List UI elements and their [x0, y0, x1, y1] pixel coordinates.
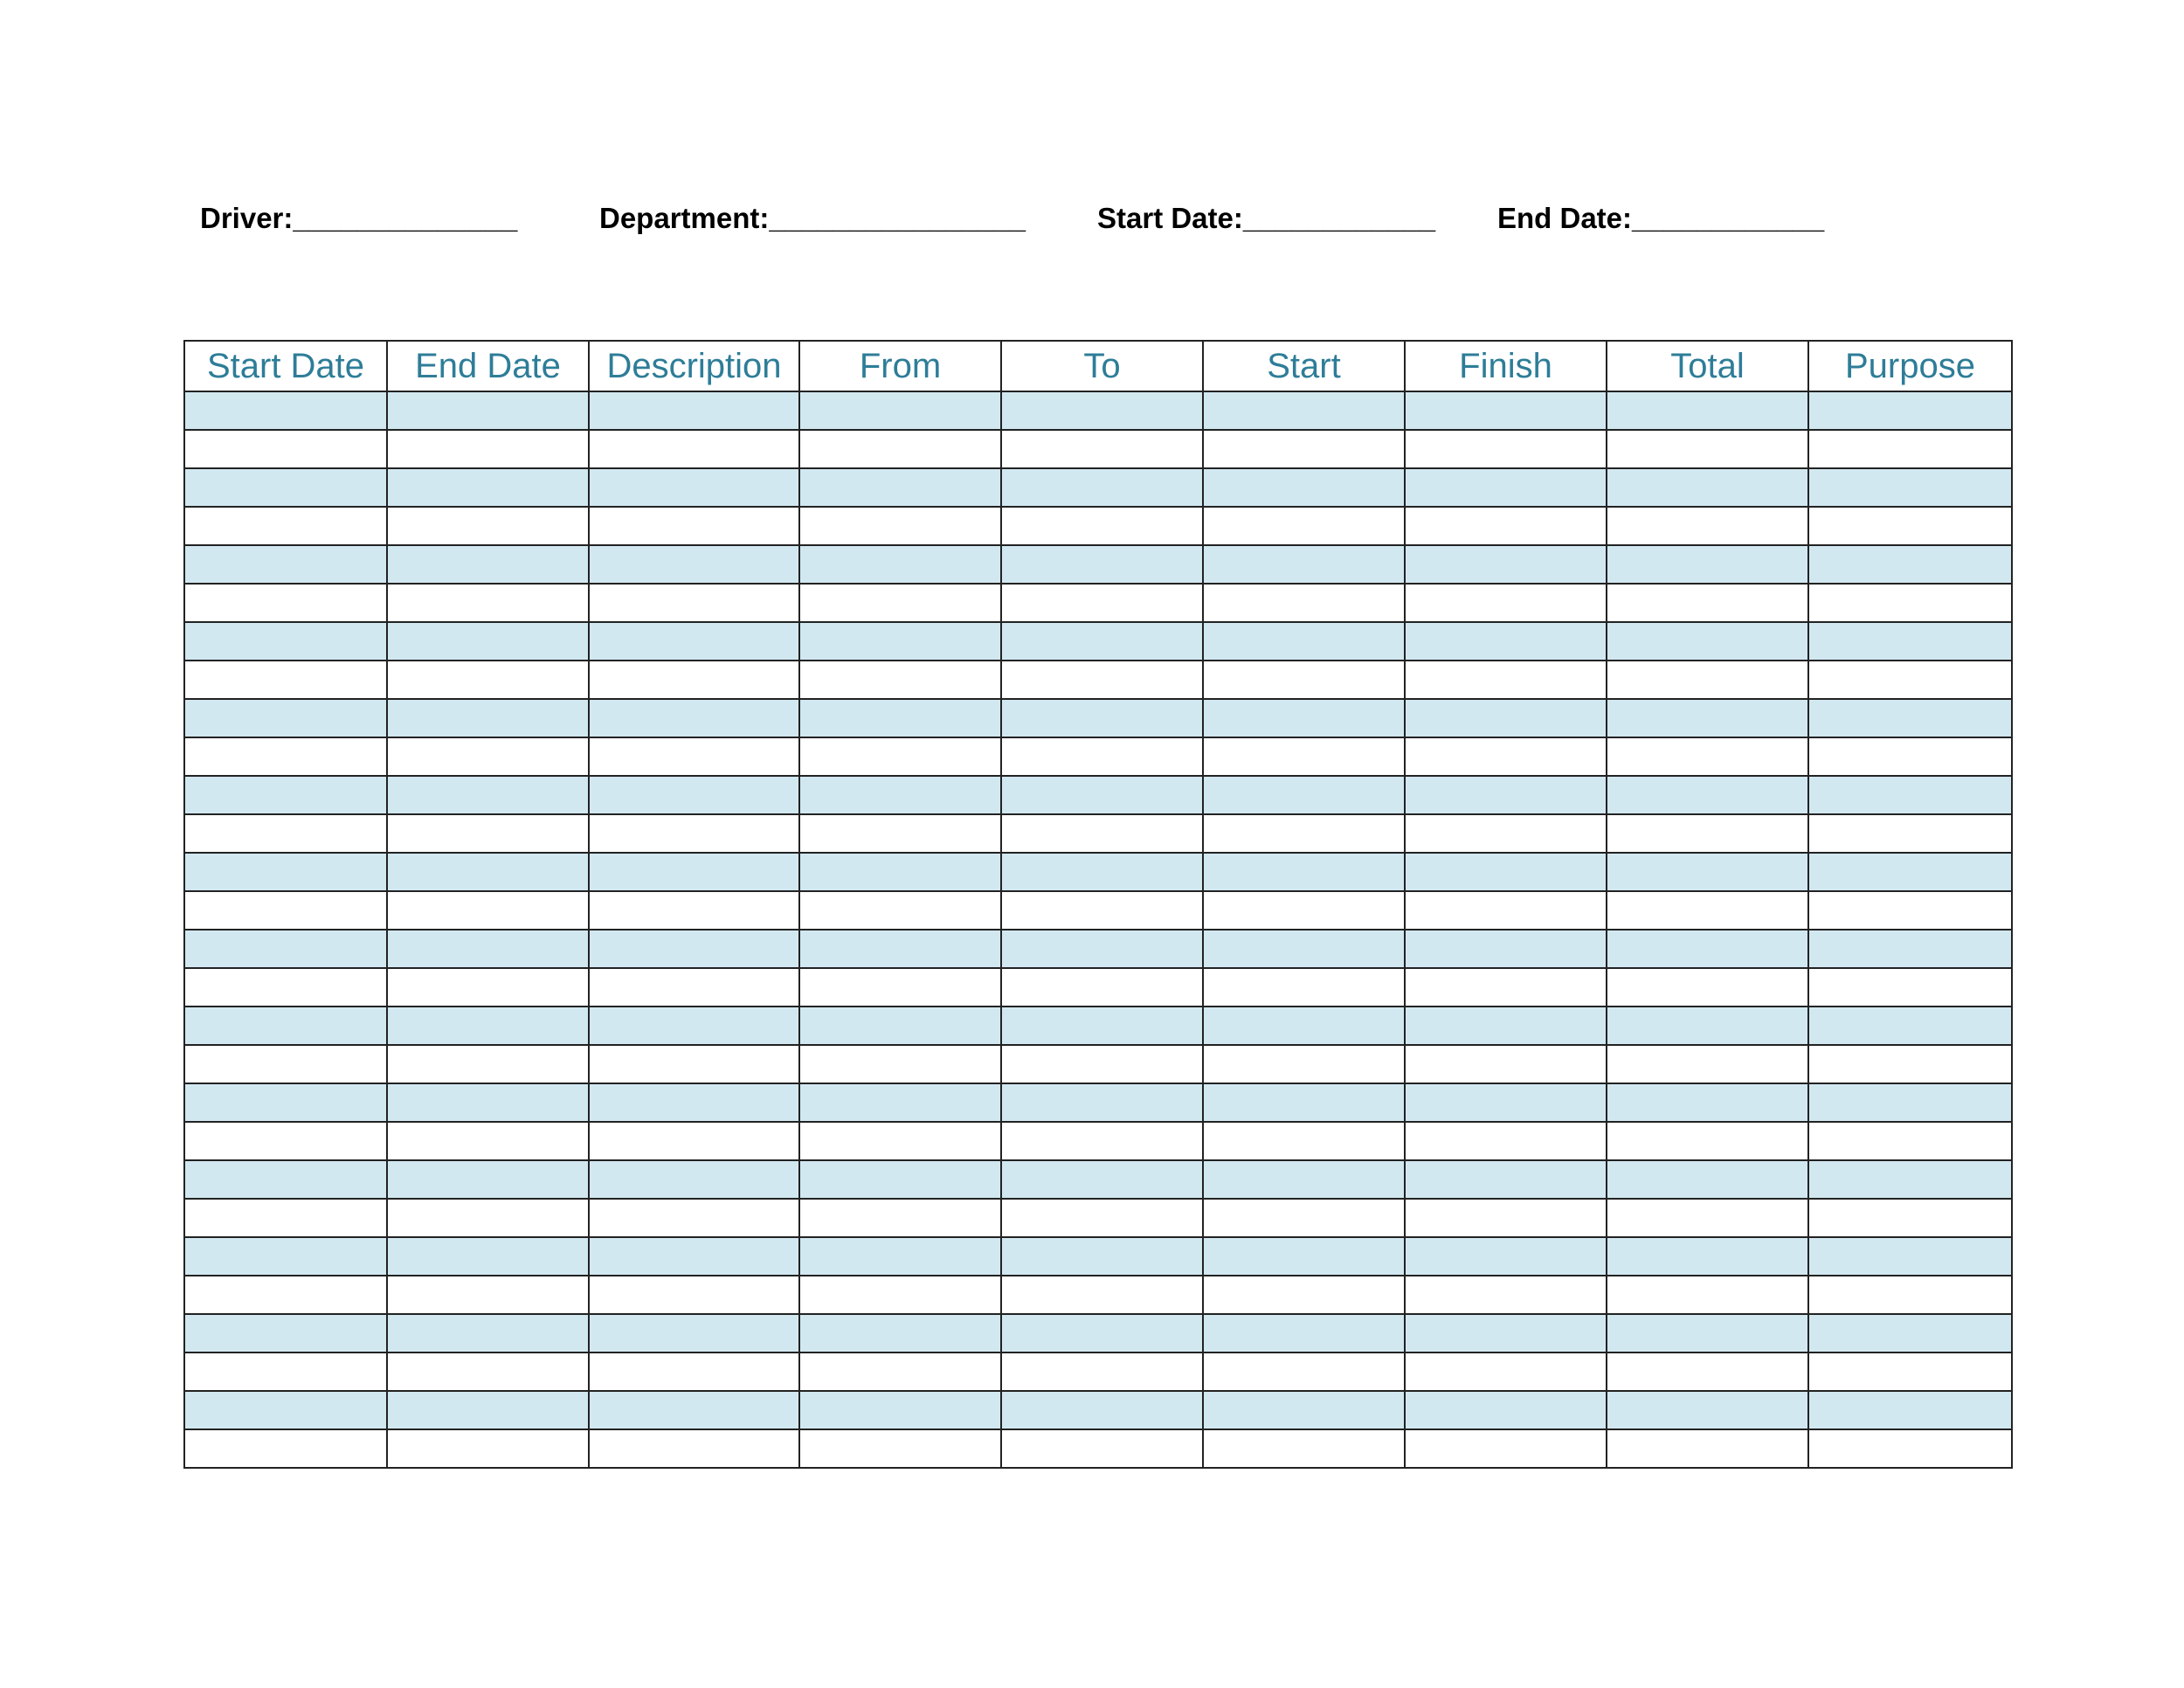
- table-cell-description[interactable]: [589, 737, 799, 776]
- table-cell-total[interactable]: [1607, 584, 1808, 622]
- table-cell-start[interactable]: [1203, 930, 1405, 968]
- table-cell-purpose[interactable]: [1808, 1352, 2012, 1391]
- table-cell-from[interactable]: [799, 1276, 1001, 1314]
- table-cell-to[interactable]: [1001, 1276, 1203, 1314]
- table-cell-end-date[interactable]: [387, 1122, 589, 1160]
- table-cell-start[interactable]: [1203, 430, 1405, 468]
- table-cell-from[interactable]: [799, 776, 1001, 814]
- table-cell-to[interactable]: [1001, 1122, 1203, 1160]
- table-row: [184, 507, 2012, 545]
- table-cell-end-date[interactable]: [387, 622, 589, 661]
- table-cell-purpose[interactable]: [1808, 1199, 2012, 1237]
- table-cell-description[interactable]: [589, 1007, 799, 1045]
- table-cell-purpose[interactable]: [1808, 430, 2012, 468]
- table-cell-finish[interactable]: [1405, 814, 1607, 853]
- table-cell-from[interactable]: [799, 1429, 1001, 1468]
- table-cell-from[interactable]: [799, 1199, 1001, 1237]
- table-cell-start-date[interactable]: [184, 1276, 387, 1314]
- table-cell-start-date[interactable]: [184, 1237, 387, 1276]
- table-cell-total[interactable]: [1607, 1045, 1808, 1083]
- table-row: [184, 1122, 2012, 1160]
- table-cell-description[interactable]: [589, 584, 799, 622]
- table-cell-start[interactable]: [1203, 814, 1405, 853]
- table-cell-purpose[interactable]: [1808, 622, 2012, 661]
- table-cell-end-date[interactable]: [387, 391, 589, 430]
- table-cell-start[interactable]: [1203, 1122, 1405, 1160]
- table-cell-start-date[interactable]: [184, 545, 387, 584]
- table-cell-to[interactable]: [1001, 622, 1203, 661]
- table-cell-to[interactable]: [1001, 737, 1203, 776]
- table-cell-start-date[interactable]: [184, 391, 387, 430]
- table-cell-start[interactable]: [1203, 622, 1405, 661]
- table-cell-total[interactable]: [1607, 622, 1808, 661]
- table-cell-start-date[interactable]: [184, 1083, 387, 1122]
- table-cell-end-date[interactable]: [387, 545, 589, 584]
- table-cell-start-date[interactable]: [184, 737, 387, 776]
- table-cell-start[interactable]: [1203, 1276, 1405, 1314]
- table-cell-total[interactable]: [1607, 968, 1808, 1007]
- table-cell-finish[interactable]: [1405, 853, 1607, 891]
- table-cell-from[interactable]: [799, 661, 1001, 699]
- table-cell-total[interactable]: [1607, 1429, 1808, 1468]
- table-cell-description[interactable]: [589, 1276, 799, 1314]
- column-header-end-date: End Date: [387, 341, 589, 391]
- table-cell-to[interactable]: [1001, 1083, 1203, 1122]
- table-cell-start[interactable]: [1203, 1083, 1405, 1122]
- table-cell-from[interactable]: [799, 1391, 1001, 1429]
- table-cell-total[interactable]: [1607, 853, 1808, 891]
- table-cell-start-date[interactable]: [184, 584, 387, 622]
- table-cell-finish[interactable]: [1405, 1045, 1607, 1083]
- table-cell-end-date[interactable]: [387, 661, 589, 699]
- table-cell-end-date[interactable]: [387, 891, 589, 930]
- table-cell-end-date[interactable]: [387, 776, 589, 814]
- table-cell-to[interactable]: [1001, 1352, 1203, 1391]
- table-cell-end-date[interactable]: [387, 430, 589, 468]
- table-cell-finish[interactable]: [1405, 1276, 1607, 1314]
- table-cell-purpose[interactable]: [1808, 1391, 2012, 1429]
- table-cell-finish[interactable]: [1405, 891, 1607, 930]
- table-cell-start[interactable]: [1203, 1429, 1405, 1468]
- table-row: [184, 1160, 2012, 1199]
- table-cell-from[interactable]: [799, 853, 1001, 891]
- table-row: [184, 1007, 2012, 1045]
- table-row: [184, 930, 2012, 968]
- table-cell-finish[interactable]: [1405, 391, 1607, 430]
- table-cell-from[interactable]: [799, 1352, 1001, 1391]
- table-cell-to[interactable]: [1001, 584, 1203, 622]
- column-header-start-date: Start Date: [184, 341, 387, 391]
- table-row: [184, 1391, 2012, 1429]
- table-cell-purpose[interactable]: [1808, 1276, 2012, 1314]
- table-cell-description[interactable]: [589, 1083, 799, 1122]
- table-cell-to[interactable]: [1001, 1160, 1203, 1199]
- table-cell-start[interactable]: [1203, 1237, 1405, 1276]
- table-cell-start-date[interactable]: [184, 1160, 387, 1199]
- table-cell-finish[interactable]: [1405, 1314, 1607, 1352]
- table-cell-start-date[interactable]: [184, 1045, 387, 1083]
- table-cell-from[interactable]: [799, 968, 1001, 1007]
- table-cell-total[interactable]: [1607, 1083, 1808, 1122]
- table-cell-to[interactable]: [1001, 1199, 1203, 1237]
- table-row: [184, 545, 2012, 584]
- table-cell-total[interactable]: [1607, 1276, 1808, 1314]
- table-cell-finish[interactable]: [1405, 1352, 1607, 1391]
- table-cell-from[interactable]: [799, 891, 1001, 930]
- table-cell-total[interactable]: [1607, 661, 1808, 699]
- table-cell-purpose[interactable]: [1808, 891, 2012, 930]
- table-row: [184, 1045, 2012, 1083]
- table-cell-purpose[interactable]: [1808, 545, 2012, 584]
- table-cell-start[interactable]: [1203, 391, 1405, 430]
- column-header-total: Total: [1607, 341, 1808, 391]
- table-cell-end-date[interactable]: [387, 584, 589, 622]
- mileage-log-table: [183, 340, 2013, 1469]
- table-cell-from[interactable]: [799, 1083, 1001, 1122]
- table-cell-start-date[interactable]: [184, 468, 387, 507]
- table-row: [184, 661, 2012, 699]
- table-cell-purpose[interactable]: [1808, 968, 2012, 1007]
- table-cell-start[interactable]: [1203, 1352, 1405, 1391]
- table-cell-total[interactable]: [1607, 737, 1808, 776]
- table-row: [184, 1276, 2012, 1314]
- table-cell-start[interactable]: [1203, 468, 1405, 507]
- table-cell-to[interactable]: [1001, 661, 1203, 699]
- table-cell-start[interactable]: [1203, 891, 1405, 930]
- table-cell-finish[interactable]: [1405, 622, 1607, 661]
- column-header-description: Description: [589, 341, 799, 391]
- table-cell-from[interactable]: [799, 1160, 1001, 1199]
- table-cell-finish[interactable]: [1405, 1122, 1607, 1160]
- table-cell-end-date[interactable]: [387, 1007, 589, 1045]
- table-cell-from[interactable]: [799, 507, 1001, 545]
- table-cell-start-date[interactable]: [184, 891, 387, 930]
- table-cell-description[interactable]: [589, 1429, 799, 1468]
- table-cell-to[interactable]: [1001, 1429, 1203, 1468]
- table-cell-total[interactable]: [1607, 1391, 1808, 1429]
- table-row: [184, 584, 2012, 622]
- table-cell-start[interactable]: [1203, 584, 1405, 622]
- table-cell-finish[interactable]: [1405, 430, 1607, 468]
- table-cell-start-date[interactable]: [184, 1391, 387, 1429]
- table-cell-purpose[interactable]: [1808, 468, 2012, 507]
- table-row: [184, 1083, 2012, 1122]
- table-cell-from[interactable]: [799, 930, 1001, 968]
- column-header-start: Start: [1203, 341, 1405, 391]
- table-cell-from[interactable]: [799, 699, 1001, 737]
- table-cell-description[interactable]: [589, 968, 799, 1007]
- table-cell-total[interactable]: [1607, 1199, 1808, 1237]
- table-cell-start[interactable]: [1203, 737, 1405, 776]
- table-cell-start-date[interactable]: [184, 1122, 387, 1160]
- table-cell-from[interactable]: [799, 1314, 1001, 1352]
- table-cell-total[interactable]: [1607, 891, 1808, 930]
- table-cell-purpose[interactable]: [1808, 930, 2012, 968]
- table-cell-purpose[interactable]: [1808, 814, 2012, 853]
- table-cell-purpose[interactable]: [1808, 507, 2012, 545]
- table-header-row: [184, 341, 2012, 391]
- table-cell-start-date[interactable]: [184, 1199, 387, 1237]
- table-cell-finish[interactable]: [1405, 776, 1607, 814]
- table-cell-purpose[interactable]: [1808, 1083, 2012, 1122]
- table-cell-description[interactable]: [589, 1160, 799, 1199]
- table-cell-total[interactable]: [1607, 545, 1808, 584]
- table-row: [184, 1237, 2012, 1276]
- table-cell-purpose[interactable]: [1808, 853, 2012, 891]
- table-cell-from[interactable]: [799, 737, 1001, 776]
- table-cell-end-date[interactable]: [387, 699, 589, 737]
- table-cell-to[interactable]: [1001, 776, 1203, 814]
- table-cell-end-date[interactable]: [387, 1160, 589, 1199]
- column-header-from: From: [799, 341, 1001, 391]
- table-cell-finish[interactable]: [1405, 1391, 1607, 1429]
- table-cell-description[interactable]: [589, 430, 799, 468]
- table-cell-start-date[interactable]: [184, 430, 387, 468]
- table-cell-start-date[interactable]: [184, 1352, 387, 1391]
- table-row: [184, 968, 2012, 1007]
- table-cell-start[interactable]: [1203, 968, 1405, 1007]
- table-cell-start-date[interactable]: [184, 814, 387, 853]
- table-cell-total[interactable]: [1607, 699, 1808, 737]
- table-cell-total[interactable]: [1607, 1007, 1808, 1045]
- table-cell-purpose[interactable]: [1808, 391, 2012, 430]
- table-cell-start[interactable]: [1203, 1007, 1405, 1045]
- table-cell-to[interactable]: [1001, 699, 1203, 737]
- table-cell-finish[interactable]: [1405, 1007, 1607, 1045]
- table-cell-to[interactable]: [1001, 468, 1203, 507]
- table-cell-start[interactable]: [1203, 776, 1405, 814]
- table-cell-finish[interactable]: [1405, 1237, 1607, 1276]
- table-cell-total[interactable]: [1607, 1352, 1808, 1391]
- column-header-finish: Finish: [1405, 341, 1607, 391]
- table-cell-total[interactable]: [1607, 776, 1808, 814]
- table-cell-finish[interactable]: [1405, 1160, 1607, 1199]
- table-cell-end-date[interactable]: [387, 968, 589, 1007]
- table-row: [184, 391, 2012, 430]
- table-cell-purpose[interactable]: [1808, 776, 2012, 814]
- table-cell-purpose[interactable]: [1808, 1314, 2012, 1352]
- table-cell-start-date[interactable]: [184, 930, 387, 968]
- table-cell-purpose[interactable]: [1808, 1160, 2012, 1199]
- table-cell-description[interactable]: [589, 661, 799, 699]
- table-cell-finish[interactable]: [1405, 661, 1607, 699]
- table-row: [184, 1429, 2012, 1468]
- table-cell-purpose[interactable]: [1808, 584, 2012, 622]
- table-cell-description[interactable]: [589, 1199, 799, 1237]
- table-cell-end-date[interactable]: [387, 930, 589, 968]
- table-cell-start[interactable]: [1203, 507, 1405, 545]
- header-fields: [0, 199, 2184, 243]
- table-cell-from[interactable]: [799, 1122, 1001, 1160]
- table-cell-description[interactable]: [589, 699, 799, 737]
- table-cell-description[interactable]: [589, 1314, 799, 1352]
- table-cell-from[interactable]: [799, 1237, 1001, 1276]
- table-cell-end-date[interactable]: [387, 1083, 589, 1122]
- table-cell-total[interactable]: [1607, 1237, 1808, 1276]
- table-cell-total[interactable]: [1607, 468, 1808, 507]
- table-cell-finish[interactable]: [1405, 1429, 1607, 1468]
- table-cell-start-date[interactable]: [184, 1007, 387, 1045]
- table-cell-from[interactable]: [799, 545, 1001, 584]
- table-row: [184, 776, 2012, 814]
- table-cell-finish[interactable]: [1405, 1199, 1607, 1237]
- end-date-field[interactable]: End Date:____________: [1497, 202, 1825, 234]
- table-row: [184, 1199, 2012, 1237]
- table-cell-end-date[interactable]: [387, 1045, 589, 1083]
- table-cell-description[interactable]: [589, 930, 799, 968]
- table-cell-end-date[interactable]: [387, 814, 589, 853]
- table-cell-end-date[interactable]: [387, 853, 589, 891]
- table-cell-end-date[interactable]: [387, 737, 589, 776]
- table-row: [184, 1352, 2012, 1391]
- table-cell-end-date[interactable]: [387, 1391, 589, 1429]
- table-cell-total[interactable]: [1607, 1314, 1808, 1352]
- table-cell-purpose[interactable]: [1808, 661, 2012, 699]
- table-cell-start[interactable]: [1203, 699, 1405, 737]
- driver-field[interactable]: Driver:______________: [200, 202, 518, 234]
- table-cell-total[interactable]: [1607, 930, 1808, 968]
- table-cell-start[interactable]: [1203, 853, 1405, 891]
- table-cell-end-date[interactable]: [387, 1276, 589, 1314]
- table-row: [184, 853, 2012, 891]
- table-cell-description[interactable]: [589, 814, 799, 853]
- table-cell-end-date[interactable]: [387, 1237, 589, 1276]
- table-cell-purpose[interactable]: [1808, 1122, 2012, 1160]
- table-cell-finish[interactable]: [1405, 507, 1607, 545]
- table-cell-total[interactable]: [1607, 507, 1808, 545]
- table-cell-to[interactable]: [1001, 853, 1203, 891]
- table-cell-total[interactable]: [1607, 1122, 1808, 1160]
- table-cell-total[interactable]: [1607, 1160, 1808, 1199]
- table-cell-description[interactable]: [589, 776, 799, 814]
- table-cell-end-date[interactable]: [387, 1429, 589, 1468]
- table-row: [184, 622, 2012, 661]
- table-cell-to[interactable]: [1001, 1391, 1203, 1429]
- table-row: [184, 814, 2012, 853]
- table-cell-to[interactable]: [1001, 391, 1203, 430]
- table-cell-from[interactable]: [799, 430, 1001, 468]
- table-cell-from[interactable]: [799, 814, 1001, 853]
- table-cell-description[interactable]: [589, 1122, 799, 1160]
- table-cell-start-date[interactable]: [184, 853, 387, 891]
- table-cell-from[interactable]: [799, 1007, 1001, 1045]
- table-cell-start-date[interactable]: [184, 699, 387, 737]
- column-header-to: To: [1001, 341, 1203, 391]
- table-row: [184, 737, 2012, 776]
- table-cell-description[interactable]: [589, 853, 799, 891]
- table-cell-to[interactable]: [1001, 1237, 1203, 1276]
- table-cell-finish[interactable]: [1405, 584, 1607, 622]
- table-cell-start[interactable]: [1203, 1391, 1405, 1429]
- table-cell-to[interactable]: [1001, 1045, 1203, 1083]
- table-cell-finish[interactable]: [1405, 545, 1607, 584]
- table-row: [184, 1314, 2012, 1352]
- table-cell-from[interactable]: [799, 584, 1001, 622]
- table-cell-to[interactable]: [1001, 930, 1203, 968]
- table-cell-start[interactable]: [1203, 1199, 1405, 1237]
- table-cell-start-date[interactable]: [184, 507, 387, 545]
- table-cell-to[interactable]: [1001, 891, 1203, 930]
- table-cell-description[interactable]: [589, 1352, 799, 1391]
- table-cell-end-date[interactable]: [387, 1314, 589, 1352]
- table-cell-end-date[interactable]: [387, 1352, 589, 1391]
- table-cell-end-date[interactable]: [387, 507, 589, 545]
- table-cell-total[interactable]: [1607, 391, 1808, 430]
- table-cell-to[interactable]: [1001, 545, 1203, 584]
- table-cell-to[interactable]: [1001, 1007, 1203, 1045]
- table-cell-start[interactable]: [1203, 1314, 1405, 1352]
- table-cell-description[interactable]: [589, 391, 799, 430]
- table-row: [184, 430, 2012, 468]
- table-cell-purpose[interactable]: [1808, 1007, 2012, 1045]
- table-cell-start-date[interactable]: [184, 622, 387, 661]
- table-cell-description[interactable]: [589, 468, 799, 507]
- table-cell-description[interactable]: [589, 1237, 799, 1276]
- table-cell-purpose[interactable]: [1808, 1429, 2012, 1468]
- start-date-field[interactable]: Start Date:____________: [1097, 202, 1436, 234]
- table-cell-total[interactable]: [1607, 430, 1808, 468]
- table-cell-to[interactable]: [1001, 507, 1203, 545]
- table-cell-from[interactable]: [799, 468, 1001, 507]
- table-cell-total[interactable]: [1607, 814, 1808, 853]
- table-cell-start[interactable]: [1203, 1045, 1405, 1083]
- department-field[interactable]: Department:________________: [599, 202, 1026, 234]
- table-row: [184, 699, 2012, 737]
- table-cell-start[interactable]: [1203, 661, 1405, 699]
- table-cell-to[interactable]: [1001, 1314, 1203, 1352]
- table-cell-from[interactable]: [799, 1045, 1001, 1083]
- table-cell-finish[interactable]: [1405, 699, 1607, 737]
- table-cell-from[interactable]: [799, 622, 1001, 661]
- table-cell-to[interactable]: [1001, 430, 1203, 468]
- table-cell-to[interactable]: [1001, 814, 1203, 853]
- table-row: [184, 468, 2012, 507]
- table-cell-start[interactable]: [1203, 1160, 1405, 1199]
- table-cell-description[interactable]: [589, 1391, 799, 1429]
- table-cell-from[interactable]: [799, 391, 1001, 430]
- table-cell-start-date[interactable]: [184, 661, 387, 699]
- table-cell-description[interactable]: [589, 507, 799, 545]
- table-cell-start-date[interactable]: [184, 1429, 387, 1468]
- table-cell-finish[interactable]: [1405, 468, 1607, 507]
- table-cell-purpose[interactable]: [1808, 1237, 2012, 1276]
- table-body: [184, 391, 2012, 1468]
- table-cell-purpose[interactable]: [1808, 1045, 2012, 1083]
- table-cell-purpose[interactable]: [1808, 737, 2012, 776]
- table-cell-start-date[interactable]: [184, 776, 387, 814]
- table-cell-description[interactable]: [589, 1045, 799, 1083]
- table-cell-start[interactable]: [1203, 545, 1405, 584]
- table-cell-finish[interactable]: [1405, 968, 1607, 1007]
- table-cell-description[interactable]: [589, 545, 799, 584]
- table-cell-to[interactable]: [1001, 968, 1203, 1007]
- table-row: [184, 891, 2012, 930]
- column-header-purpose: Purpose: [1808, 341, 2012, 391]
- table-cell-start-date[interactable]: [184, 1314, 387, 1352]
- table-cell-finish[interactable]: [1405, 1083, 1607, 1122]
- table-cell-end-date[interactable]: [387, 468, 589, 507]
- table-cell-end-date[interactable]: [387, 1199, 589, 1237]
- table-cell-purpose[interactable]: [1808, 699, 2012, 737]
- table-cell-description[interactable]: [589, 891, 799, 930]
- table-cell-description[interactable]: [589, 622, 799, 661]
- table-cell-finish[interactable]: [1405, 737, 1607, 776]
- table-cell-start-date[interactable]: [184, 968, 387, 1007]
- table-cell-finish[interactable]: [1405, 930, 1607, 968]
